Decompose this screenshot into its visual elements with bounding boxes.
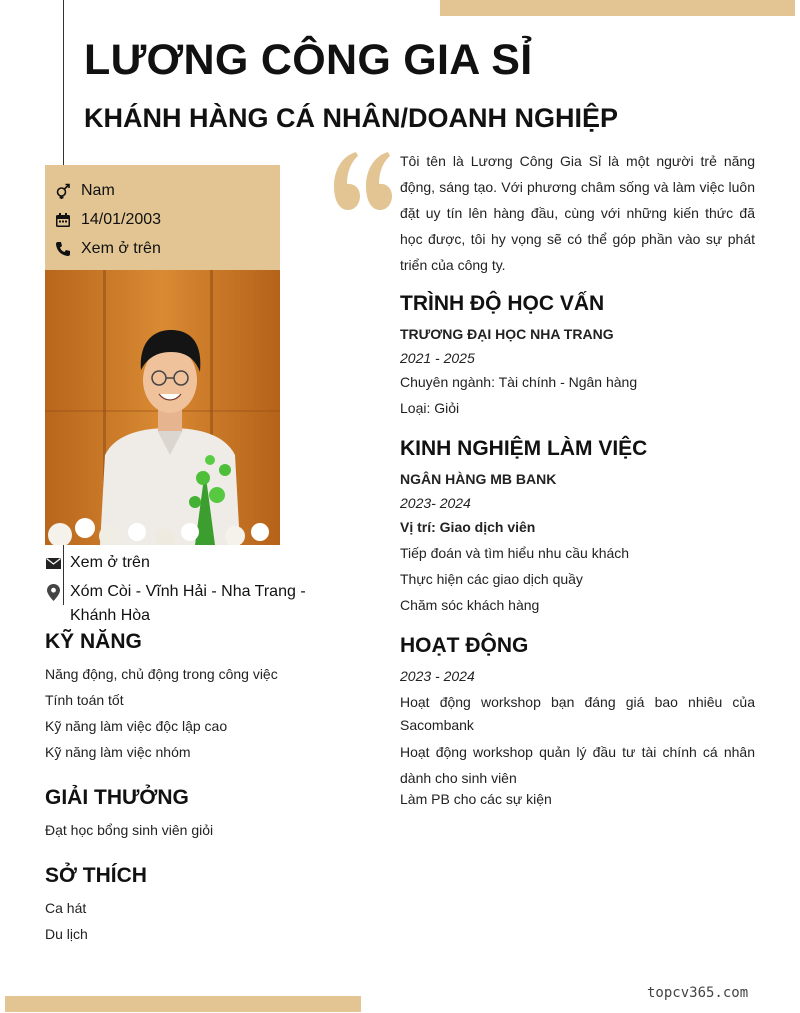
skills-title: KỸ NĂNG — [45, 630, 142, 653]
address-value: Xóm Còi - Vĩnh Hải - Nha Trang - Khánh Hòa — [70, 583, 306, 624]
phone-row — [55, 238, 161, 260]
activities-period: 2023 - 2024 — [400, 668, 475, 684]
activity-item: Làm PB cho các sự kiện — [400, 791, 552, 807]
birthday-value: 14/01/2003 — [81, 211, 162, 228]
hobbies-title: SỞ THÍCH — [45, 864, 147, 887]
activity-item: Hoạt động workshop quản lý đầu tư tài chính cá nhân dành cho sinh viên — [400, 744, 755, 786]
phone-icon — [55, 241, 71, 257]
footer-watermark: topcv365.com — [647, 985, 749, 1001]
activities-title: HOẠT ĐỘNG — [400, 634, 529, 657]
email-value: Xem ở trên — [70, 554, 150, 571]
company-name: NGÂN HÀNG MB BANK — [400, 471, 557, 487]
personal-info-box — [45, 165, 280, 270]
skill-item: Kỹ năng làm việc nhóm — [45, 744, 191, 760]
phone-value: Xem ở trên — [81, 240, 161, 257]
location-pin-icon — [45, 580, 61, 604]
experience-task: Tiếp đoán và tìm hiểu nhu cầu khách — [400, 545, 630, 561]
calendar-icon — [55, 212, 71, 228]
gender-icon — [55, 183, 71, 199]
education-title: TRÌNH ĐỘ HỌC VẤN — [400, 292, 605, 315]
quote-icon — [328, 140, 394, 221]
award-item: Đạt học bổng sinh viên giỏi — [45, 822, 214, 838]
skill-item: Năng động, chủ động trong công việc — [45, 666, 278, 682]
profile-photo — [45, 270, 280, 545]
candidate-name: LƯƠNG CÔNG GIA SỈ — [84, 36, 533, 84]
education-grade: Loại: Giỏi — [400, 400, 460, 416]
hobby-item: Du lịch — [45, 926, 88, 942]
hobby-item: Ca hát — [45, 900, 87, 916]
experience-title: KINH NGHIỆM LÀM VIỆC — [400, 437, 648, 460]
awards-title: GIẢI THƯỞNG — [45, 786, 189, 809]
gender-row — [55, 180, 115, 202]
intro-paragraph: Tôi tên là Lương Công Gia Sỉ là một người trẻ năng động, sáng tạo. Với phương châm sống và làm việc luôn đặt uy tín lên hàng đầu, cùng với những kiến thức đã học được, tôi hy vọng sẽ có thể góp phần vào sự phát triển của công ty. — [400, 153, 755, 273]
vertical-divider — [63, 0, 64, 165]
gender-value: Nam — [81, 182, 115, 199]
envelope-icon — [45, 551, 61, 575]
school-name: TRƯƠNG ĐẠI HỌC NHA TRANG — [400, 326, 614, 342]
education-period: 2021 - 2025 — [400, 350, 475, 366]
skill-item: Kỹ năng làm việc độc lập cao — [45, 718, 228, 734]
top-accent-bar — [440, 0, 795, 16]
bottom-accent-bar — [5, 996, 361, 1012]
email-row — [45, 551, 150, 575]
experience-period: 2023- 2024 — [400, 495, 471, 511]
activity-item: Hoạt động workshop bạn đáng giá bao nhiêu của Sacombank — [400, 694, 755, 733]
birthday-row — [55, 209, 161, 231]
experience-position: Vị trí: Giao dịch viên — [400, 519, 536, 535]
experience-task: Thực hiện các giao dịch quầy — [400, 571, 583, 587]
job-title: KHÁNH HÀNG CÁ NHÂN/DOANH NGHIỆP — [84, 103, 619, 133]
education-major: Chuyên ngành: Tài chính - Ngân hàng — [400, 374, 638, 390]
skill-item: Tính toán tốt — [45, 692, 124, 708]
experience-task: Chăm sóc khách hàng — [400, 597, 540, 613]
address-row — [45, 580, 355, 628]
